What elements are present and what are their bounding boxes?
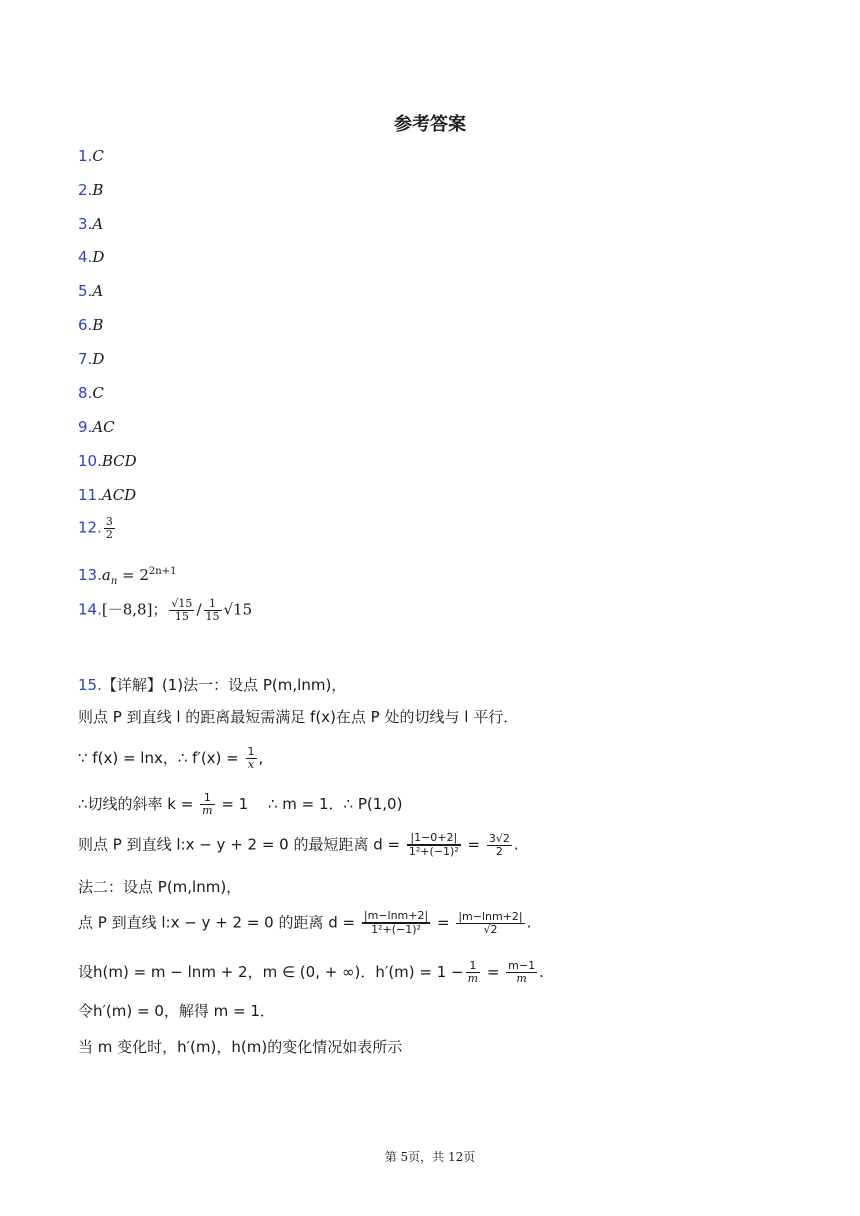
- fraction: $\frac{1}{m}$: [467, 959, 479, 985]
- answer-value: AC: [92, 418, 115, 436]
- answer-value: BCD: [101, 452, 137, 470]
- answer-value: ACD: [101, 486, 137, 504]
- answer-value: A: [92, 215, 104, 233]
- solution-line-4: ∴切线的斜率 k = $\frac{1}{m}$ = 1 ∴ m = 1．∴ P(1,0): [78, 791, 403, 817]
- fraction: $\frac{m-1}{m}$: [508, 959, 536, 985]
- answer-number: 13.: [78, 566, 102, 584]
- fraction: $\frac{√15}{15}$: [171, 597, 193, 623]
- fraction: $\frac{1}{15}$: [205, 597, 220, 623]
- page-footer: 第 5页，共 12页: [384, 1150, 476, 1164]
- answer-value: D: [92, 248, 105, 266]
- answer-9: [78, 417, 115, 437]
- answer-value: D: [92, 350, 105, 368]
- fraction: $\frac{|1-0+2|}{\text{1²+(−1)²}}$: [408, 831, 459, 858]
- answer-number: 14.: [78, 600, 102, 619]
- answer-6: [78, 315, 103, 335]
- answer-7: [78, 349, 104, 369]
- answer-number: 8.: [78, 384, 93, 402]
- answer-11: [78, 485, 136, 505]
- answer-5: [78, 281, 103, 301]
- solution-line-6: 法二：设点 P(m,lnm)，: [78, 878, 242, 896]
- solution-line-7: 点 P 到直线 l:x − y + 2 = 0 的距离 d = $\frac{|m-\ln m+2|}{\text{1²+(−1)²}}$ = $\frac{|m-\ln m+2|}{√2}$ .: [78, 909, 532, 936]
- answer-value: B: [92, 181, 104, 199]
- answer-number: 2.: [78, 181, 93, 199]
- solution-line-5: 则点 P 到直线 l:x − y + 2 = 0 的最短距离 d = $\frac{|1-0+2|}{\text{1²+(−1)²}}$ = $\frac{3√2}{2}$ .: [78, 831, 519, 858]
- answer-number: 6.: [78, 316, 93, 334]
- answer-value: C: [92, 384, 104, 402]
- fraction: $\frac{3√2}{2}$: [488, 831, 510, 858]
- answer-1: [78, 146, 104, 166]
- fraction: $\frac{|m-\ln m+2|}{\text{1²+(−1)²}}$: [363, 909, 429, 936]
- answer-number: 15.: [78, 676, 102, 694]
- answer-number: 9.: [78, 418, 93, 436]
- solution-line-1: 15.【详解】(1)法一：设点 P(m,lnm)，: [78, 676, 347, 694]
- answer-value: C: [92, 147, 104, 165]
- answer-3: [78, 214, 103, 234]
- fraction: $\frac{1}{x}$: [247, 745, 255, 771]
- solution-line-9: 令h′(m) = 0，解得 m = 1．: [78, 1002, 275, 1020]
- answer-number: 10.: [78, 452, 102, 470]
- answer-value: B: [92, 316, 104, 334]
- answer-number: 5.: [78, 282, 93, 300]
- solution-line-8: 设h(m) = m − lnm + 2，m ∈ (0, + ∞)．h′(m) = 1 − $\frac{1}{m}$ = $\frac{m-1}{m}$ .: [78, 959, 544, 985]
- solution-line-3: ∵ f(x) = lnx，∴ f′(x) = $\frac{1}{x}$ ,: [78, 745, 264, 771]
- fraction: $\frac{3}{2}$: [105, 515, 113, 541]
- answer-number: 7.: [78, 350, 93, 368]
- fraction: $\frac{|m-\ln m+2|}{√2}$: [458, 909, 523, 936]
- answer-number: 4.: [78, 248, 93, 266]
- answer-12: [78, 516, 117, 541]
- answer-number: 11.: [78, 486, 102, 504]
- answer-number: 3.: [78, 215, 93, 233]
- answer-10: [78, 451, 137, 471]
- fraction: $\frac{1}{m}$: [202, 791, 213, 817]
- page-title: 参考答案: [394, 114, 466, 135]
- answer-number: 12.: [78, 518, 102, 537]
- answer-number: 1.: [78, 147, 93, 165]
- answer-13: $13.a_n = 2^{2n+1}$: [78, 566, 177, 587]
- answer-2: [78, 180, 103, 200]
- answer-14: 14.[－8,8]； $\frac{√15}{15}$ / $\frac{1}{15}$ √15: [78, 597, 253, 623]
- solution-line-2: 则点 P 到直线 l 的距离最短需满足 f(x)在点 P 处的切线与 l 平行．: [78, 708, 519, 726]
- answer-4: [78, 247, 104, 267]
- answer-value: A: [92, 282, 104, 300]
- answer-8: [78, 383, 104, 403]
- solution-line-10: 当 m 变化时，h′(m)，h(m)的变化情况如表所示: [78, 1038, 403, 1056]
